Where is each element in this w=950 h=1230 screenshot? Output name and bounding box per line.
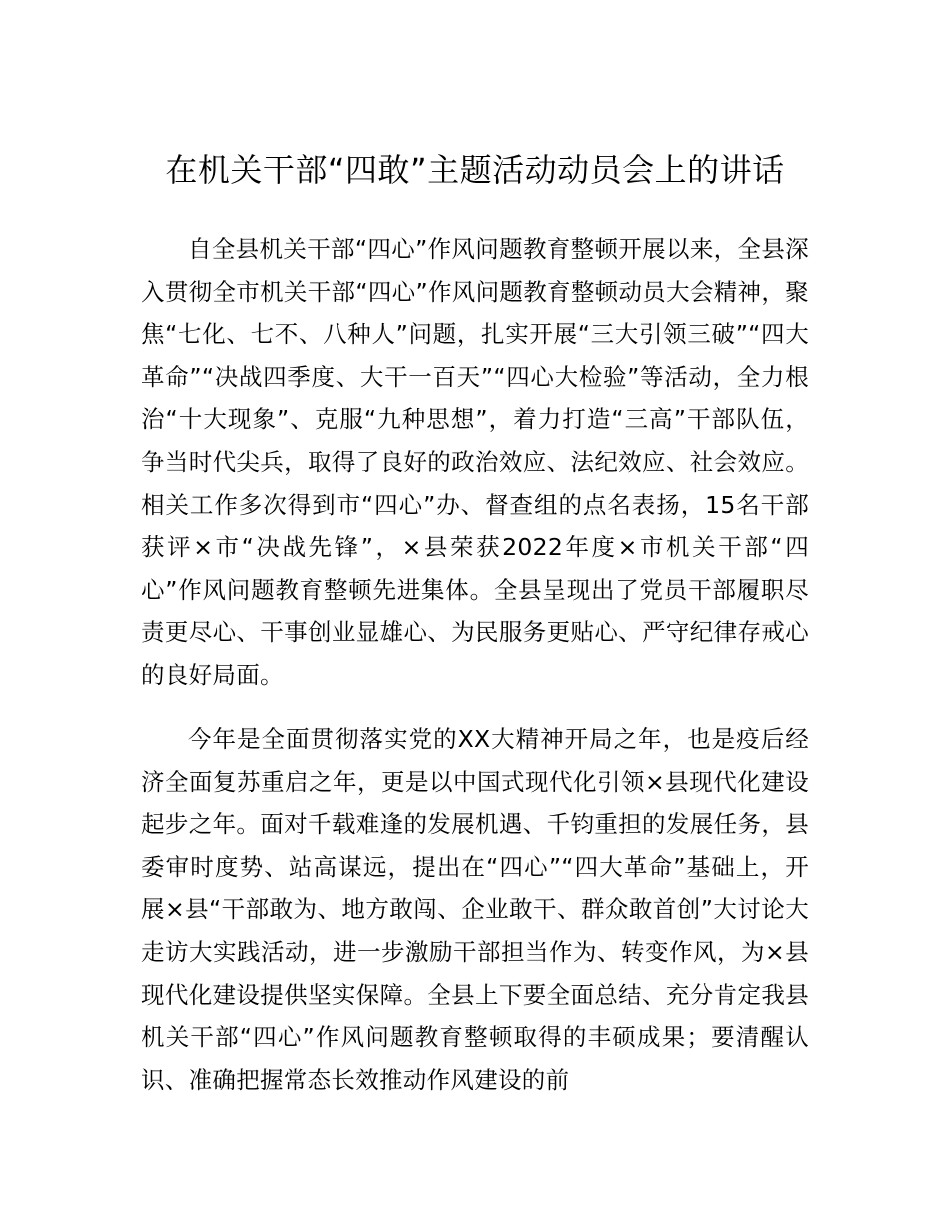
paragraph-1: 自全县机关干部“四心”作风问题教育整顿开展以来，全县深入贯彻全市机关干部“四心”作风问题教育整顿动员大会精神，聚焦“七化、七不、八种人”问题，扎实开展“三大引领三破”“四大革命”“决战四季度、大干一百天”“四心大检验”等活动，全力根治“十大现象”、克服“九种思想”，着力打造“三高”干部队伍，争当时代尖兵，取得了良好的政治效应、法纪效应、社会效应。相关工作多次得到市“四心”办、督查组的点名表扬，15名干部获评×市“决战先锋”，×县荣获2022年度×市机关干部“四心”作风问题教育整顿先进集体。全县呈现出了党员干部履职尽责更尽心、干事创业显雄心、为民服务更贴心、严守纪律存戒心的良好局面。 — [141, 235, 809, 689]
paragraph-2-block — [141, 718, 809, 1101]
document-title: 在机关干部“四敢”主题活动动员会上的讲话 — [165, 151, 785, 189]
paragraph-2: 今年是全面贯彻落实党的XX大精神开局之年，也是疫后经济全面复苏重启之年，更是以中国式现代化引领×县现代化建设起步之年。面对千载难逢的发展机遇、千钧重担的发展任务，县委审时度势、站高谋远，提出在“四心”“四大革命”基础上，开展×县“干部敢为、地方敢闯、企业敢干、群众敢首创”大讨论大走访大实践活动，进一步激励干部担当作为、转变作风，为×县现代化建设提供坚实保障。全县上下要全面总结、充分肯定我县机关干部“四心”作风问题教育整顿取得的丰硕成果；要清醒认识、准确把握常态长效推动作风建设的前 — [141, 725, 809, 1094]
paragraph-1-block — [141, 228, 809, 697]
